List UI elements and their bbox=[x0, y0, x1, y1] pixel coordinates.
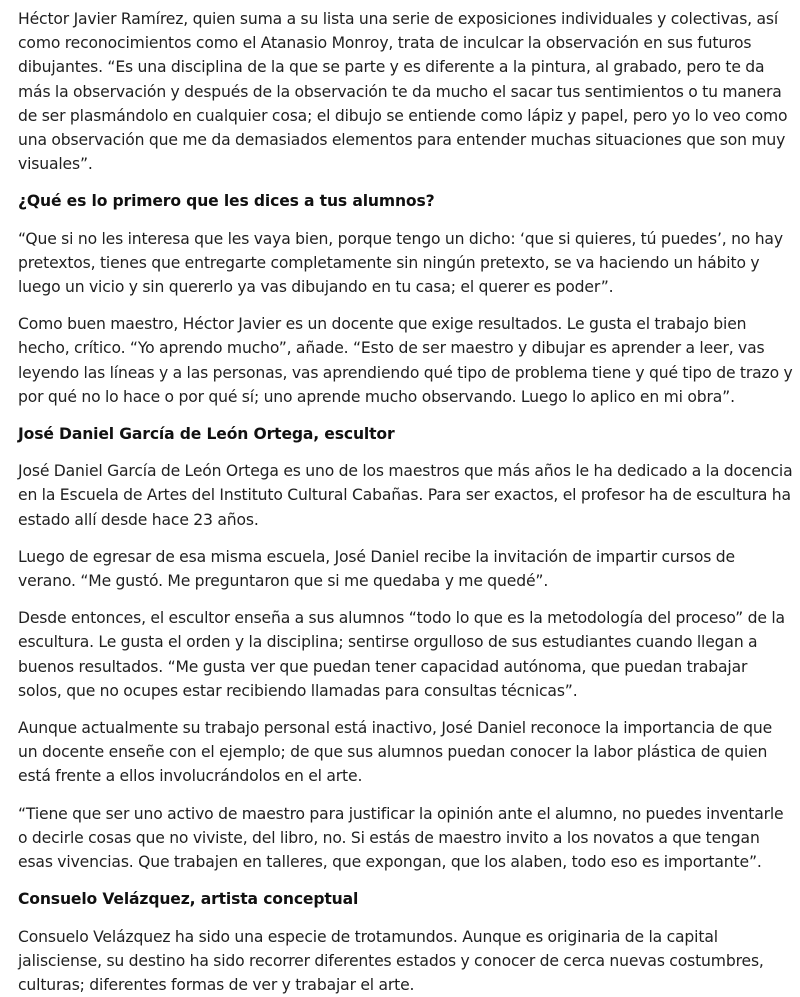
paragraph-egresar-escuela: Luego de egresar de esa misma escuela, José Daniel recibe la invitación de impartir cursos de verano. “Me gustó. Me preguntaron que si me quedaba y me quedé”. bbox=[18, 545, 794, 593]
paragraph-buen-maestro: Como buen maestro, Héctor Javier es un docente que exige resultados. Le gusta el trabajo bien hecho, crítico. “Yo aprendo mucho”, añade. “Esto de ser maestro y dibujar es aprender a leer, vas leyendo las líneas y a las personas, vas aprendiendo qué tipo de problema tiene y qué tipo de trazo y por qué no lo hace o por qué sí; uno aprende mucho observando. Luego lo aplico en mi obra”. bbox=[18, 312, 794, 409]
paragraph-trabajo-inactivo: Aunque actualmente su trabajo personal está inactivo, José Daniel reconoce la importancia de que un docente enseñe con el ejemplo; de que sus alumnos puedan conocer la labor plástica de quien está frente a ellos involucrándolos en el arte. bbox=[18, 716, 794, 789]
paragraph-metodologia: Desde entonces, el escultor enseña a sus alumnos “todo lo que es la metodología del proceso” de la escultura. Le gusta el orden y la disciplina; sentirse orgulloso de sus estudiantes cuando llegan a buenos resultados. “Me gusta ver que puedan tener capacidad autónoma, que puedan trabajar solos, que no ocupes estar recibiendo llamadas para consultas técnicas”. bbox=[18, 606, 794, 703]
paragraph-quote-querer-es-poder: “Que si no les interesa que les vaya bien, porque tengo un dicho: ‘que si quieres, tú puedes’, no hay pretextos, tienes que entregarte completamente sin ningún pretexto, se va haciendo un hábito y luego un vicio y sin quererlo ya vas dibujando en tu casa; el querer es poder”. bbox=[18, 227, 794, 300]
paragraph-quote-maestro-activo: “Tiene que ser uno activo de maestro para justificar la opinión ante el alumno, no puedes inventarle o decirle cosas que no viviste, del libro, no. Si estás de maestro invito a los novatos a que tengan esas vivencias. Que trabajen en talleres, que expongan, que los alaben, todo eso es importante”. bbox=[18, 802, 794, 875]
question-heading-primero-alumnos: ¿Qué es lo primero que les dices a tus alumnos? bbox=[18, 189, 794, 213]
section-heading-consuelo: Consuelo Velázquez, artista conceptual bbox=[18, 887, 794, 911]
paragraph-consuelo-trotamundos: Consuelo Velázquez ha sido una especie de trotamundos. Aunque es originaria de la capital jalisciense, su destino ha sido recorrer diferentes estados y conocer de cerca nuevas costumbres, culturas; diferentes formas de ver y trabajar el arte. bbox=[18, 925, 794, 997]
paragraph-hector-observacion: Héctor Javier Ramírez, quien suma a su lista una serie de exposiciones individuales y colectivas, así como reconocimientos como el Atanasio Monroy, trata de inculcar la observación en sus futuros dibujantes. “Es una disciplina de la que se parte y es diferente a la pintura, al grabado, pero te da más la observación y después de la observación te da mucho el sacar tus sentimientos o tu manera de ser plasmándolo en cualquier cosa; el dibujo se entiende como lápiz y papel, pero yo lo veo como una observación que me da demasiados elementos para entender muchas situaciones que son muy visuales”. bbox=[18, 7, 794, 176]
section-heading-jose-daniel: José Daniel García de León Ortega, escultor bbox=[18, 422, 794, 446]
paragraph-jose-daniel-docencia: José Daniel García de León Ortega es uno de los maestros que más años le ha dedicado a la docencia en la Escuela de Artes del Instituto Cultural Cabañas. Para ser exactos, el profesor ha de escultura ha estado allí desde hace 23 años. bbox=[18, 459, 794, 532]
